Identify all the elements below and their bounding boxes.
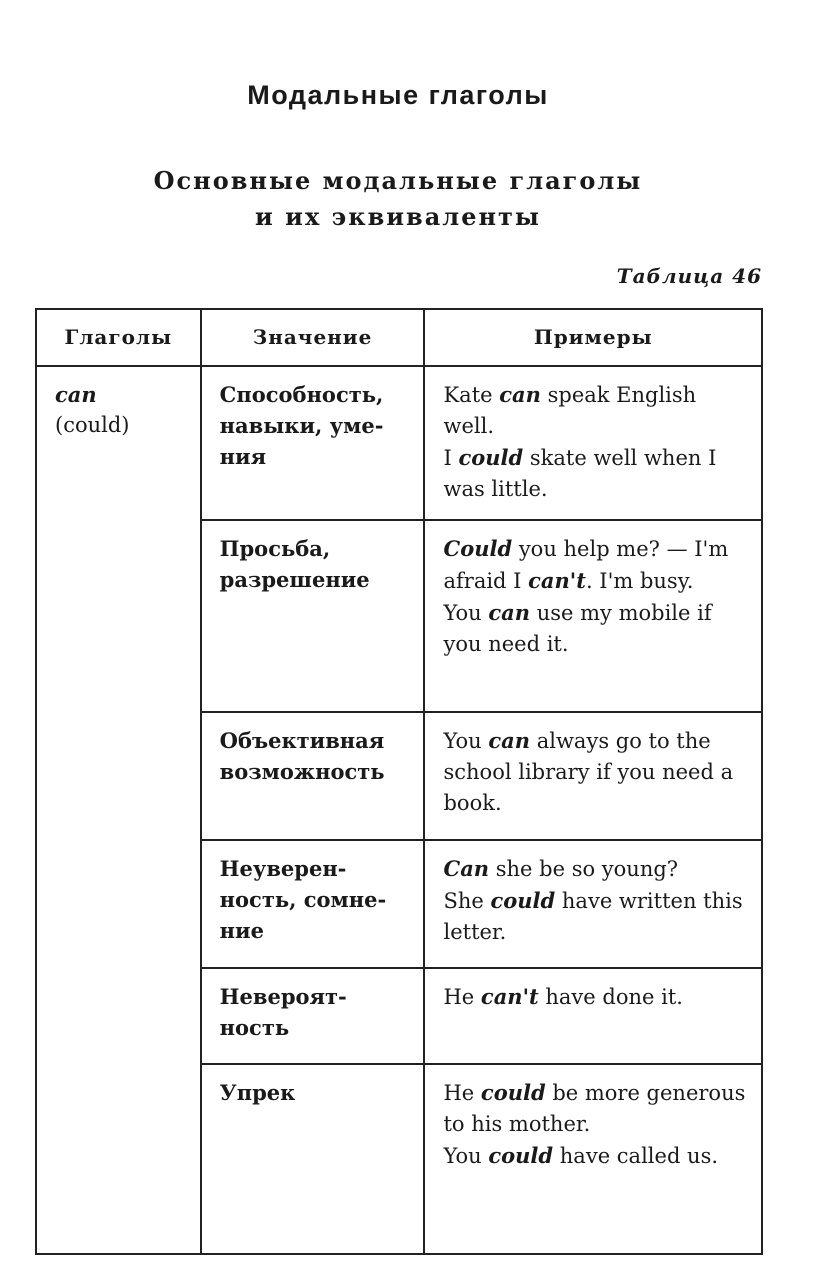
example-text: speak English well. xyxy=(443,383,697,438)
meaning-cell: Неуверен-ность, сомне-ние xyxy=(201,840,425,968)
example-sentence xyxy=(443,885,747,948)
example-text: be more generous to his mother. xyxy=(443,1081,746,1136)
table-number-label: Таблица 46 xyxy=(616,264,762,288)
meaning-cell: Просьба, разрешение xyxy=(201,520,425,712)
modal-verb-highlight: could xyxy=(490,888,556,913)
modal-verb-highlight: Can xyxy=(443,856,490,881)
header-meaning: Значение xyxy=(201,309,425,366)
page-title: Модальные глаголы xyxy=(247,80,549,110)
meaning-cell: Способность, навыки, уме-ния xyxy=(201,366,425,520)
example-sentence xyxy=(443,442,747,505)
modal-verbs-table xyxy=(35,308,763,1255)
example-sentence xyxy=(443,597,747,660)
modal-verb-highlight: could xyxy=(488,1143,554,1168)
example-text: I xyxy=(443,446,459,470)
verb-cell xyxy=(36,366,201,1254)
example-sentence xyxy=(443,1077,747,1140)
modal-verb-highlight: can xyxy=(488,728,531,753)
meaning-cell: Объективная возможность xyxy=(201,712,425,840)
example-text: use my mobile if you need it. xyxy=(443,601,712,656)
table-body xyxy=(36,366,762,1254)
header-verbs: Глаголы xyxy=(36,309,201,366)
example-text: He xyxy=(443,1081,481,1105)
example-text: have done it. xyxy=(538,985,683,1009)
example-text: He xyxy=(443,985,481,1009)
examples-cell xyxy=(424,712,762,840)
example-text: she be so young? xyxy=(489,857,679,881)
example-sentence xyxy=(443,981,747,1013)
modal-verb-highlight: could xyxy=(458,445,524,470)
examples-cell xyxy=(424,366,762,520)
modal-verb-highlight: can't xyxy=(528,568,586,593)
example-sentence xyxy=(443,1140,747,1172)
example-text: You xyxy=(443,729,489,753)
example-text: You xyxy=(443,1144,489,1168)
page-subtitle xyxy=(0,163,796,235)
example-text: Kate xyxy=(443,383,500,407)
example-text: skate well when I was little. xyxy=(443,446,717,501)
example-text: You xyxy=(443,601,489,625)
examples-cell xyxy=(424,968,762,1064)
subtitle-line-1: Основные модальные глаголы xyxy=(153,166,643,195)
example-sentence xyxy=(443,379,747,442)
example-text: you help me? — I'm afraid I xyxy=(443,537,729,593)
modal-verb-highlight: could xyxy=(480,1080,546,1105)
verb-past-form: (could) xyxy=(55,413,130,437)
verb-main: can xyxy=(55,382,97,407)
example-sentence xyxy=(443,853,747,885)
example-text: . I'm busy. xyxy=(585,569,694,593)
example-sentence xyxy=(443,725,747,819)
meaning-cell: Упрек xyxy=(201,1064,425,1254)
table-row xyxy=(36,366,762,520)
example-text: have called us. xyxy=(553,1144,719,1168)
header-examples: Примеры xyxy=(424,309,762,366)
modal-verb-highlight: can xyxy=(499,382,541,407)
modal-verb-highlight: Could xyxy=(443,536,513,561)
examples-cell xyxy=(424,1064,762,1254)
modal-verb-highlight: can't xyxy=(480,984,539,1009)
examples-cell xyxy=(424,520,762,712)
modal-verb-highlight: can xyxy=(488,600,531,625)
example-text: She xyxy=(443,889,491,913)
table-header-row xyxy=(36,309,762,366)
example-sentence xyxy=(443,533,747,597)
subtitle-line-2: и их эквиваленты xyxy=(255,202,541,231)
meaning-cell: Невероят-ность xyxy=(201,968,425,1064)
example-text: have written this letter. xyxy=(443,889,743,944)
examples-cell xyxy=(424,840,762,968)
example-text: always go to the school library if you need a book. xyxy=(443,729,734,815)
